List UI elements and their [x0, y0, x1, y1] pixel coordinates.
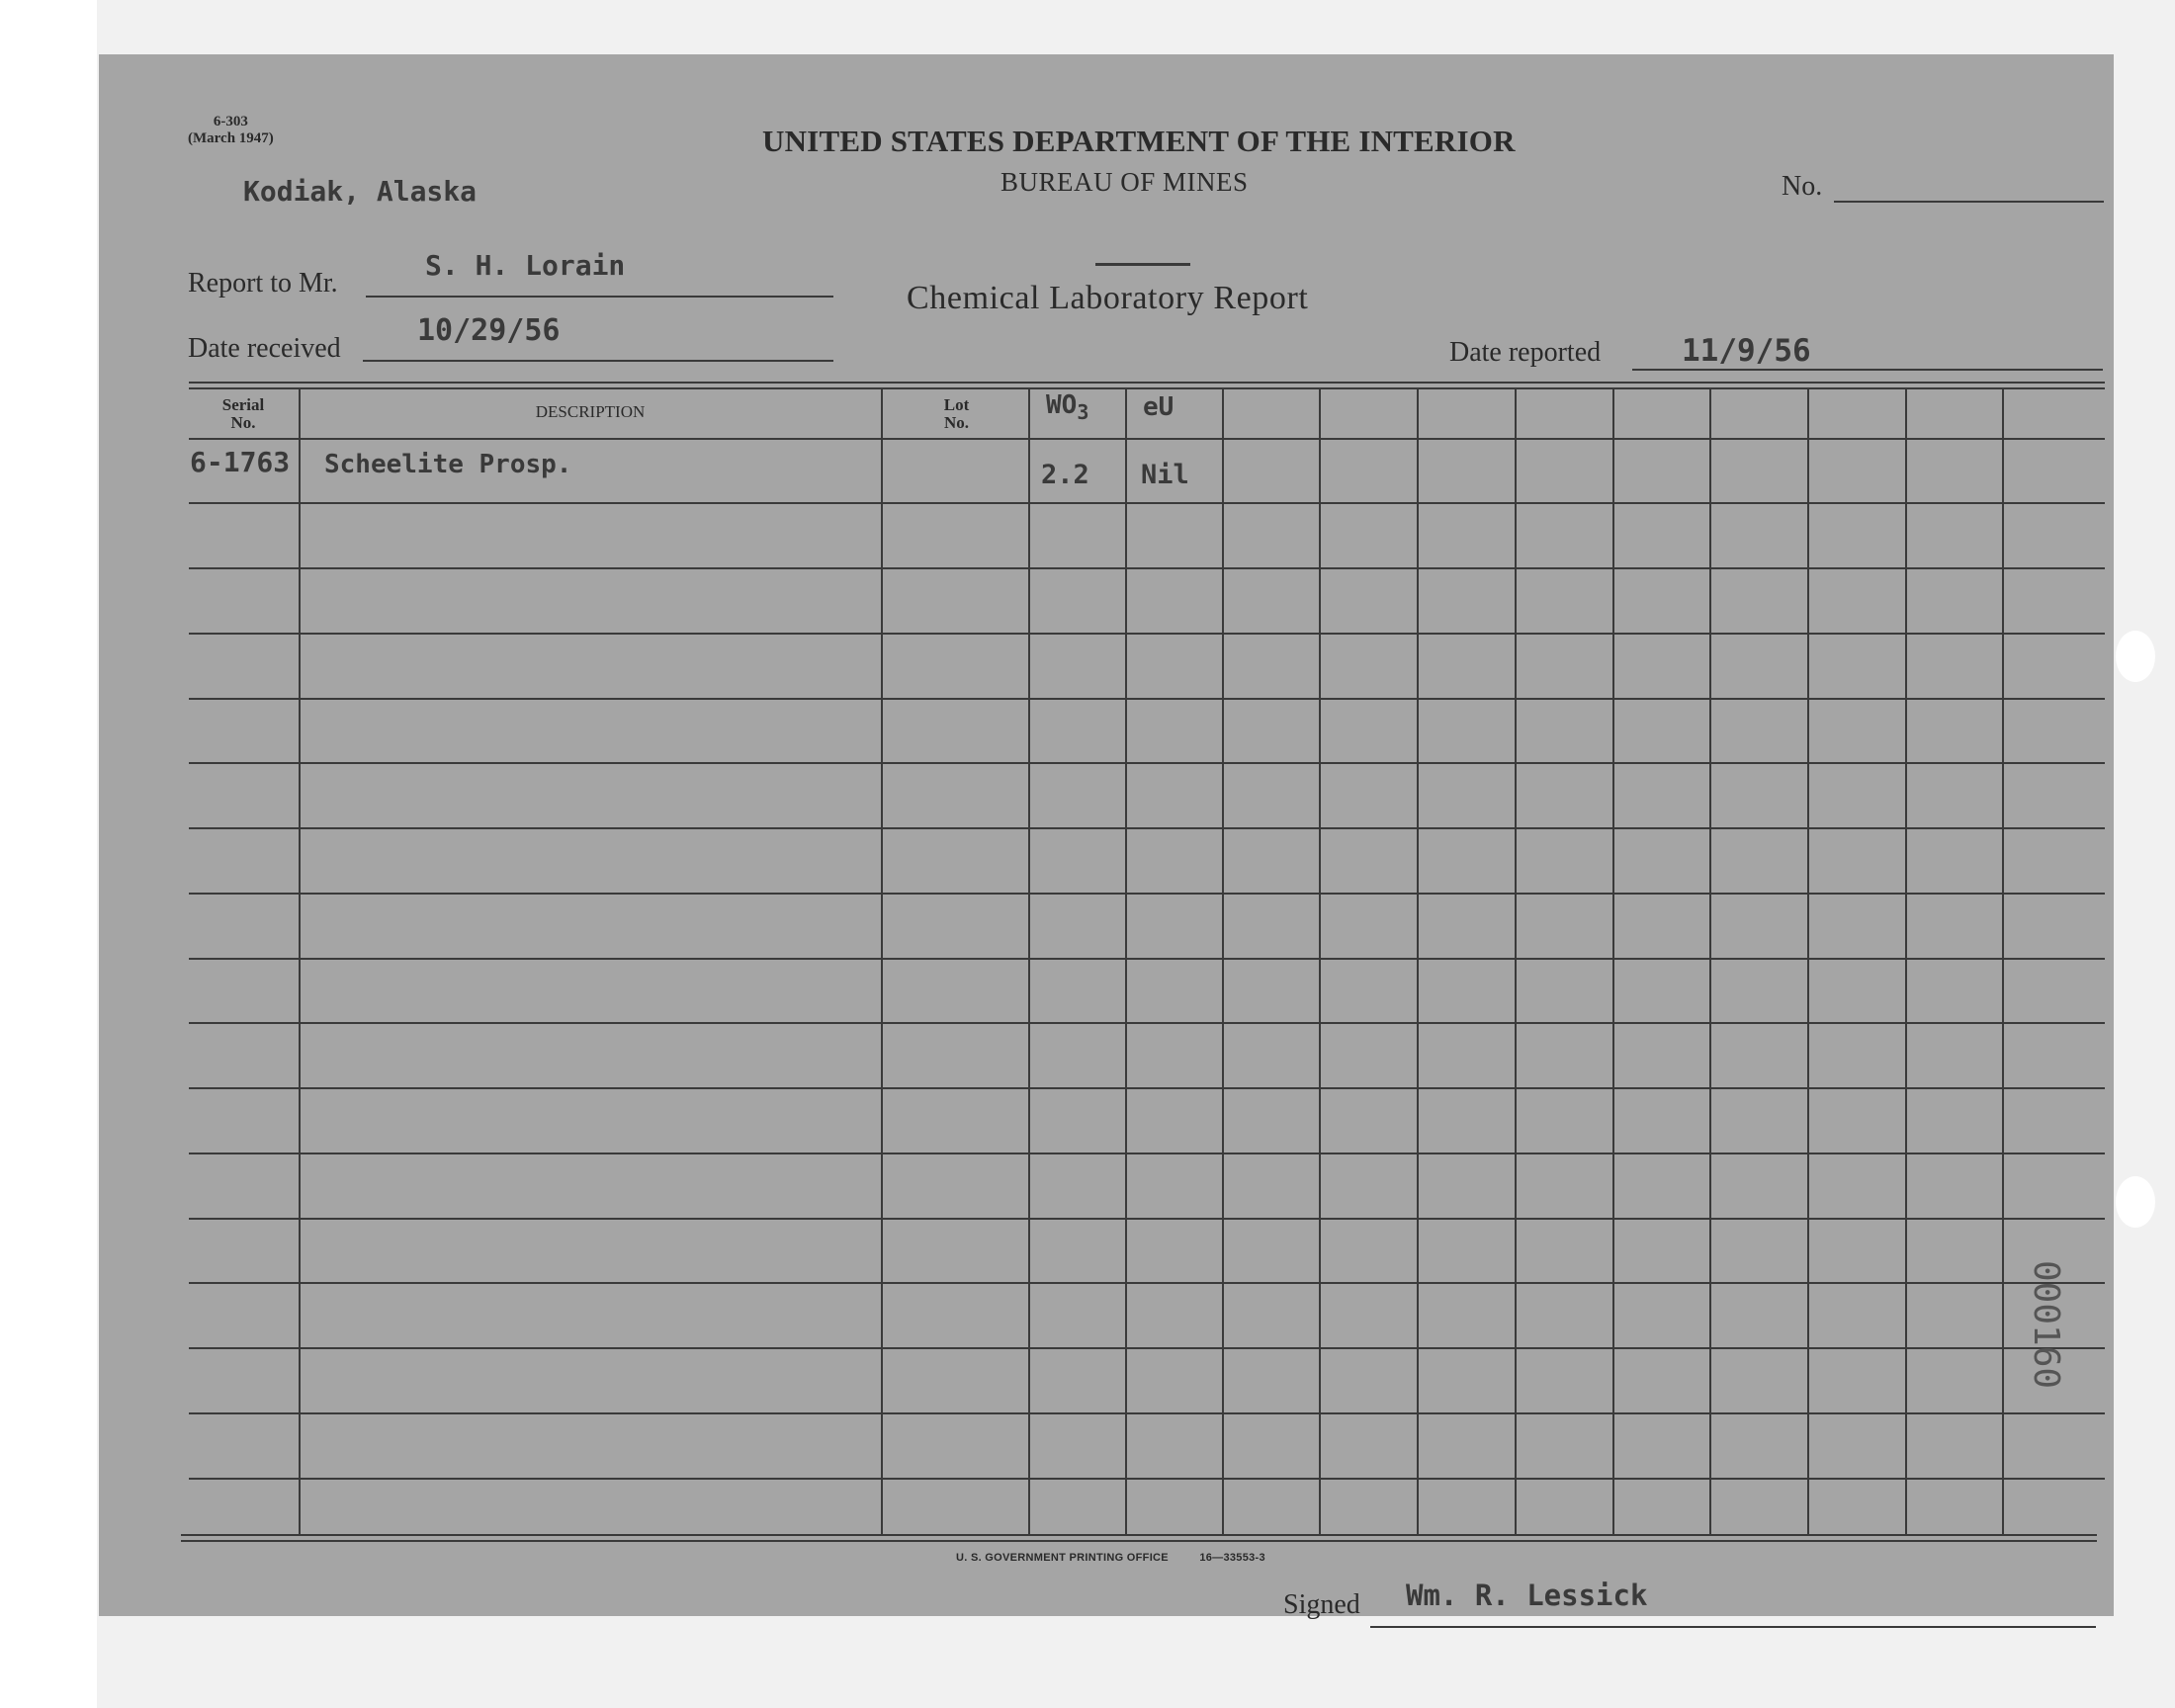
binder-hole-top — [2116, 631, 2155, 682]
row-line — [189, 893, 2105, 895]
report-to-line — [366, 296, 833, 298]
col-divider-3 — [1028, 388, 1030, 1535]
date-reported-value: 11/9/56 — [1682, 333, 1811, 369]
row-line — [189, 633, 2105, 635]
col-header-serial-line1: Serial — [221, 395, 265, 414]
no-label: No. — [1782, 171, 1823, 202]
col-header-wo3-subscript: 3 — [1077, 400, 1089, 425]
report-to-label: Report to Mr. — [188, 268, 338, 299]
signed-label: Signed — [1283, 1589, 1360, 1620]
form-edition: (March 1947) — [188, 130, 274, 146]
col-divider-13 — [2002, 388, 2004, 1535]
form-number — [188, 114, 274, 147]
row-line — [189, 1478, 2105, 1480]
col-header-serial — [189, 396, 298, 432]
bureau-title: BUREAU OF MINES — [1000, 167, 1249, 197]
report-title: Chemical Laboratory Report — [907, 280, 1309, 316]
row-1-serial: 6-1763 — [190, 446, 291, 478]
signed-value: Wm. R. Lessick — [1406, 1579, 1648, 1612]
col-divider-8 — [1515, 388, 1517, 1535]
signed-line — [1370, 1626, 2096, 1628]
row-line — [189, 958, 2105, 960]
col-divider-5 — [1222, 388, 1224, 1535]
no-field-line — [1834, 201, 2104, 203]
date-reported-line — [1632, 369, 2103, 371]
row-line — [189, 1087, 2105, 1089]
row-line — [189, 1153, 2105, 1154]
col-divider-6 — [1319, 388, 1321, 1535]
row-line — [189, 502, 2105, 504]
col-divider-1 — [299, 388, 301, 1535]
col-divider-12 — [1905, 388, 1907, 1535]
table-top-rule-1 — [189, 382, 2105, 384]
location: Kodiak, Alaska — [243, 175, 478, 208]
lab-report-sheet — [99, 54, 2114, 1620]
row-line — [189, 1282, 2105, 1284]
row-line — [189, 762, 2105, 764]
printing-office — [956, 1552, 1265, 1564]
col-divider-4 — [1125, 388, 1127, 1535]
form-number-code: 6-303 — [213, 114, 248, 129]
printing-office-name: U. S. GOVERNMENT PRINTING OFFICE — [956, 1552, 1169, 1564]
col-header-wo3 — [1046, 390, 1088, 424]
row-line-header — [189, 438, 2105, 440]
scan-margin — [0, 0, 97, 1708]
date-received-line — [363, 360, 833, 362]
col-header-lot — [883, 396, 1030, 432]
print-code: 16—33553-3 — [1199, 1552, 1265, 1564]
row-line — [189, 1218, 2105, 1220]
col-header-lot-line2: No. — [943, 413, 970, 432]
col-header-description: DESCRIPTION — [535, 402, 646, 421]
col-header-wo3-main: WO — [1046, 390, 1078, 420]
col-divider-7 — [1417, 388, 1419, 1535]
row-1-description: Scheelite Prosp. — [324, 450, 572, 479]
title-rule — [1095, 263, 1190, 266]
row-1-wo3: 2.2 — [1041, 460, 1089, 490]
report-to-value: S. H. Lorain — [425, 249, 626, 282]
col-header-serial-line2: No. — [230, 413, 256, 432]
col-header-lot-line1: Lot — [943, 395, 970, 414]
date-reported-label: Date reported — [1449, 337, 1602, 368]
table-top-rule-2 — [189, 387, 2105, 389]
date-received-value: 10/29/56 — [417, 313, 561, 348]
table-bottom-rule-2 — [181, 1540, 2097, 1542]
row-line — [189, 827, 2105, 829]
col-divider-10 — [1709, 388, 1711, 1535]
department-title: UNITED STATES DEPARTMENT OF THE INTERIOR — [762, 124, 1516, 158]
row-line — [189, 1022, 2105, 1024]
table-bottom-rule-1 — [181, 1534, 2097, 1536]
col-header-eu: eU — [1143, 392, 1174, 422]
row-line — [189, 698, 2105, 700]
binder-hole-bottom — [2116, 1176, 2155, 1228]
col-divider-2 — [881, 388, 883, 1535]
row-line — [189, 1347, 2105, 1349]
row-1-eu: Nil — [1141, 460, 1189, 490]
date-received-label: Date received — [188, 333, 341, 364]
row-line — [189, 1412, 2105, 1414]
row-line — [189, 567, 2105, 569]
col-divider-9 — [1612, 388, 1614, 1535]
col-divider-11 — [1807, 388, 1809, 1535]
stamp-number: 000160 — [2026, 1260, 2066, 1390]
